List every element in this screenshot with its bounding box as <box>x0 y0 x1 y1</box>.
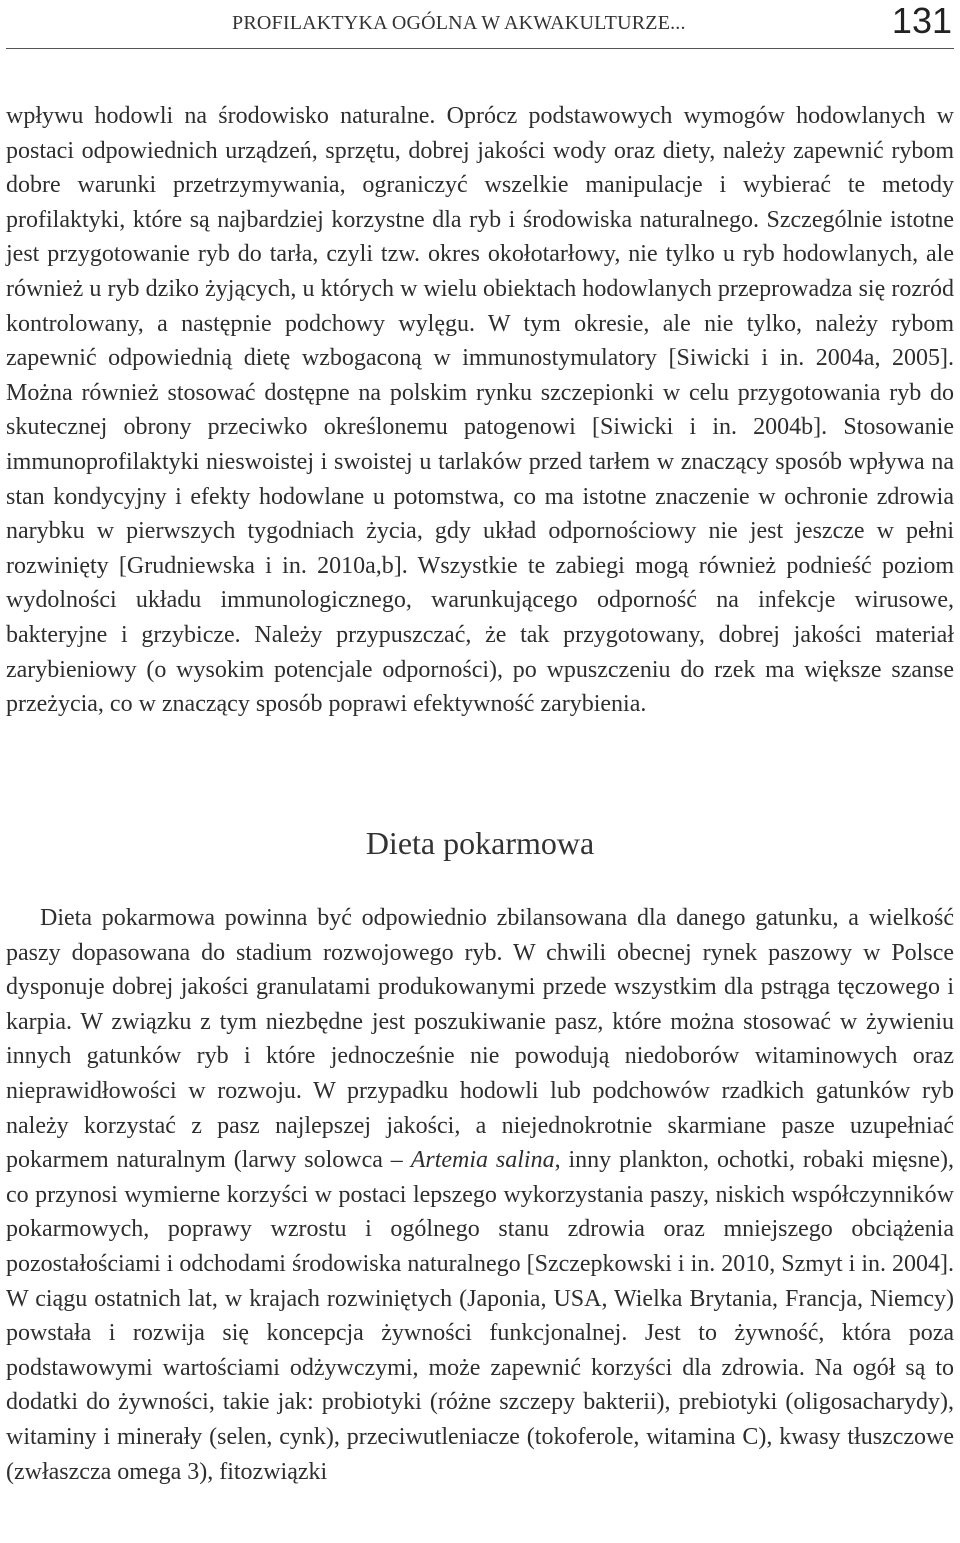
paragraph-diet <box>6 901 954 1489</box>
species-name: Artemia salina <box>410 1147 555 1174</box>
section-heading: Dieta pokarmowa <box>365 825 595 861</box>
running-title: PROFILAKTYKA OGÓLNA W AKWAKULTURZE... <box>232 12 686 34</box>
paragraph-intro: wpływu hodowli na środowisko naturalne. Oprócz podstawowych wymogów hodowlanych w postaci odpowiednich urządzeń, sprzętu, dobrej jakości wody oraz diety, należy zapewnić rybom dobre warunki przetrzymywania, ograniczyć wszelkie manipulacje i wybierać te metody profilaktyki, które są najbardziej korzystne dla ryb i środowiska naturalnego. Szczególnie istotne jest przygotowanie ryb do tarła, czyli tzw. okres okołotarłowy, nie tylko u ryb hodowlanych, ale również u ryb dziko żyjących, u których w wielu obiektach hodowlanych przeprowadza się rozród kontrolowany, a następnie podchowy wylęgu. W tym okresie, ale nie tylko, należy rybom zapewnić odpowiednią dietę wzbogaconą w immunostymulatory [Siwicki i in. 2004a, 2005]. Można również stosować dostępne na polskim rynku szczepionki w celu przygotowania ryb do skutecznej obrony przeciwko określonemu patogenowi [Siwicki i in. 2004b]. Stosowanie immunoprofilaktyki nieswoistej i swoistej u tarlaków przed tarłem w znaczący sposób wpływa na stan kondycyjny i efekty hodowlane u potomstwa, co ma istotne znaczenie w ochronie zdrowia narybku w pierwszych tygodniach życia, gdy układ odpornościowy nie jest jeszcze w pełni rozwinięty [Grudniewska i in. 2010a,b]. Wszystkie te zabiegi mogą również podnieść poziom wydolności układu immunologicznego, warunkującego odporność na infekcje wirusowe, bakteryjne i grzybicze. Należy przypuszczać, że tak przygotowany, dobrej jakości materiał zarybieniowy (o wysokim potencjale odporności), po wpuszczeniu do rzek ma większe szanse przeżycia, co w znaczący sposób poprawi efektywność zarybienia. <box>6 103 954 718</box>
page-header <box>0 0 960 48</box>
paragraph-diet-part2: , inny plankton, ochotki, robaki mięsne), co przynosi wymierne korzyści w postaci lepszego wykorzystania paszy, niskich współczynników pokarmowych, poprawy wzrostu i ogólnego stanu zdrowia oraz mniejszego obciążenia pozostałościami i odchodami środowiska naturalnego [Szczepkowski i in. 2010, Szmyt i in. 2004]. W ciągu ostatnich lat, w krajach rozwiniętych (Japonia, USA, Wielka Brytania, Francja, Niemcy) powstała i rozwija się koncepcja żywności funkcjonalnej. Jest to żywność, która poza podstawowymi wartościami odżywczymi, może zapewnić korzyści dla zdrowia. Na ogół są to dodatki do żywności, takie jak: probiotyki (różne szczepy bakterii), prebiotyki (oligosacharydy), witaminy i minerały (selen, cynk), przeciwutleniacze (tokoferole, witamina C), kwasy tłuszczowe (zwłaszcza omega 3), fitozwiązki <box>6 1147 955 1485</box>
header-rule <box>6 48 954 49</box>
page-number: 131 <box>891 0 952 41</box>
paragraph-diet-part1: Dieta pokarmowa powinna być odpowiednio zbilansowana dla danego gatunku, a wielkość paszy dopasowana do stadium rozwojowego ryb. W chwili obecnej rynek paszowy w Polsce dysponuje dobrej jakości granulatami produkowanymi przede wszystkim dla pstrąga tęczowego i karpia. W związku z tym niezbędne jest poszukiwanie pasz, które można stosować w żywieniu innych gatunków ryb i które jednocześnie nie powodują niedoborów witaminowych oraz nieprawidłowości w rozwoju. W przypadku hodowli lub podchowów rzadkich gatunków ryb należy korzystać z pasz najlepszej jakości, a niejednokrotnie skarmiane pasze uzupełniać pokarmem naturalnym (larwy solowca – <box>6 905 954 1174</box>
